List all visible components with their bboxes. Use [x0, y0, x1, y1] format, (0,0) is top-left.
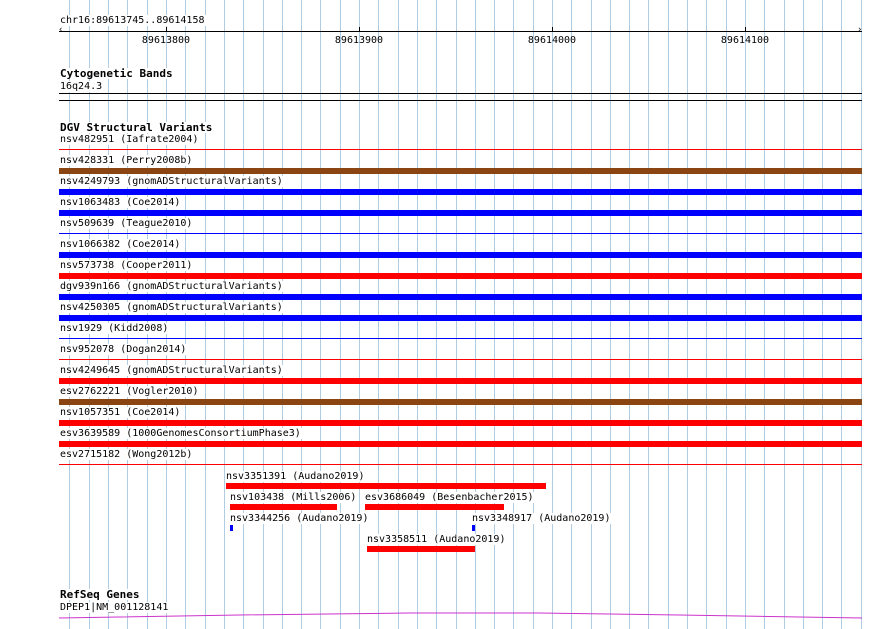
dgv-variant-label: nsv428331 (Perry2008b): [60, 155, 193, 166]
ruler-tick-label: 89614100: [720, 35, 770, 46]
dgv-variant-line[interactable]: [59, 359, 862, 360]
dgv-variant-line[interactable]: [59, 233, 862, 234]
dgv-variant-label: esv2715182 (Wong2012b): [60, 449, 193, 460]
dgv-variant-bar[interactable]: [59, 294, 862, 300]
dgv-variant-bar[interactable]: [59, 441, 862, 447]
ruler-tick: [745, 27, 746, 32]
dgv-variant-bar[interactable]: [230, 504, 337, 510]
ruler-tick-label: 89614000: [527, 35, 577, 46]
dgv-track-title: DGV Structural Variants: [60, 121, 213, 134]
dgv-variant-bar[interactable]: [365, 504, 504, 510]
dgv-variant-bar[interactable]: [59, 168, 862, 174]
dgv-variant-line[interactable]: [59, 464, 862, 465]
dgv-variant-bar[interactable]: [59, 252, 862, 258]
dgv-variant-bar[interactable]: [472, 525, 475, 531]
dgv-variant-bar[interactable]: [59, 315, 862, 321]
dgv-variant-label: nsv1929 (Kidd2008): [60, 323, 169, 334]
dgv-variant-label: nsv103438 (Mills2006): [230, 492, 357, 503]
dgv-variant-bar[interactable]: [59, 378, 862, 384]
ruler-right-arrow-icon: ›: [857, 25, 863, 35]
ruler-axis: [59, 31, 862, 32]
dgv-variant-label: nsv3348917 (Audano2019): [472, 513, 611, 524]
ruler-tick-label: 89613800: [141, 35, 191, 46]
dgv-variant-label: nsv4249645 (gnomADStructuralVariants): [60, 365, 283, 376]
refseq-track-title: RefSeq Genes: [60, 588, 140, 601]
dgv-variant-label: nsv952078 (Dogan2014): [60, 344, 187, 355]
ruler-tick: [552, 27, 553, 32]
dgv-variant-label: dgv939n166 (gnomADStructuralVariants): [60, 281, 283, 292]
dgv-variant-bar[interactable]: [59, 189, 862, 195]
cytoband-label[interactable]: 16q24.3: [60, 81, 103, 92]
ruler-left-arrow-icon: ‹: [58, 25, 64, 35]
refseq-gene-label[interactable]: DPEP1|NM_001128141: [60, 602, 169, 613]
track-divider: [59, 100, 862, 101]
ruler-tick: [359, 27, 360, 32]
dgv-variant-label: nsv482951 (Iafrate2004): [60, 134, 199, 145]
dgv-variant-bar[interactable]: [59, 399, 862, 405]
dgv-variant-label: esv3639589 (1000GenomesConsortiumPhase3): [60, 428, 301, 439]
dgv-variant-bar[interactable]: [226, 483, 546, 489]
refseq-gene-model[interactable]: [59, 612, 862, 620]
dgv-variant-bar[interactable]: [59, 210, 862, 216]
dgv-variant-label: nsv4249793 (gnomADStructuralVariants): [60, 176, 283, 187]
ruler-tick-label: 89613900: [334, 35, 384, 46]
dgv-variant-label: nsv3351391 (Audano2019): [226, 471, 365, 482]
dgv-variant-label: nsv509639 (Teague2010): [60, 218, 193, 229]
ruler-position-label: chr16:89613745..89614158: [60, 15, 205, 26]
cytoband-track-title: Cytogenetic Bands: [60, 67, 173, 80]
dgv-variant-label: nsv4250305 (gnomADStructuralVariants): [60, 302, 283, 313]
dgv-variant-bar[interactable]: [59, 273, 862, 279]
ruler-tick: [166, 27, 167, 32]
dgv-variant-label: esv2762221 (Vogler2010): [60, 386, 199, 397]
dgv-variant-label: nsv573738 (Cooper2011): [60, 260, 193, 271]
dgv-variant-label: nsv3344256 (Audano2019): [230, 513, 369, 524]
dgv-variant-line[interactable]: [59, 149, 862, 150]
dgv-variant-label: nsv1057351 (Coe2014): [60, 407, 181, 418]
dgv-variant-bar[interactable]: [367, 546, 475, 552]
dgv-variant-label: esv3686049 (Besenbacher2015): [365, 492, 534, 503]
dgv-variant-label: nsv1066382 (Coe2014): [60, 239, 181, 250]
dgv-variant-line[interactable]: [59, 338, 862, 339]
dgv-variant-label: nsv1063483 (Coe2014): [60, 197, 181, 208]
dgv-variant-bar[interactable]: [230, 525, 233, 531]
cytoband-line[interactable]: [59, 93, 862, 94]
dgv-variant-bar[interactable]: [59, 420, 862, 426]
dgv-variant-label: nsv3358511 (Audano2019): [367, 534, 506, 545]
